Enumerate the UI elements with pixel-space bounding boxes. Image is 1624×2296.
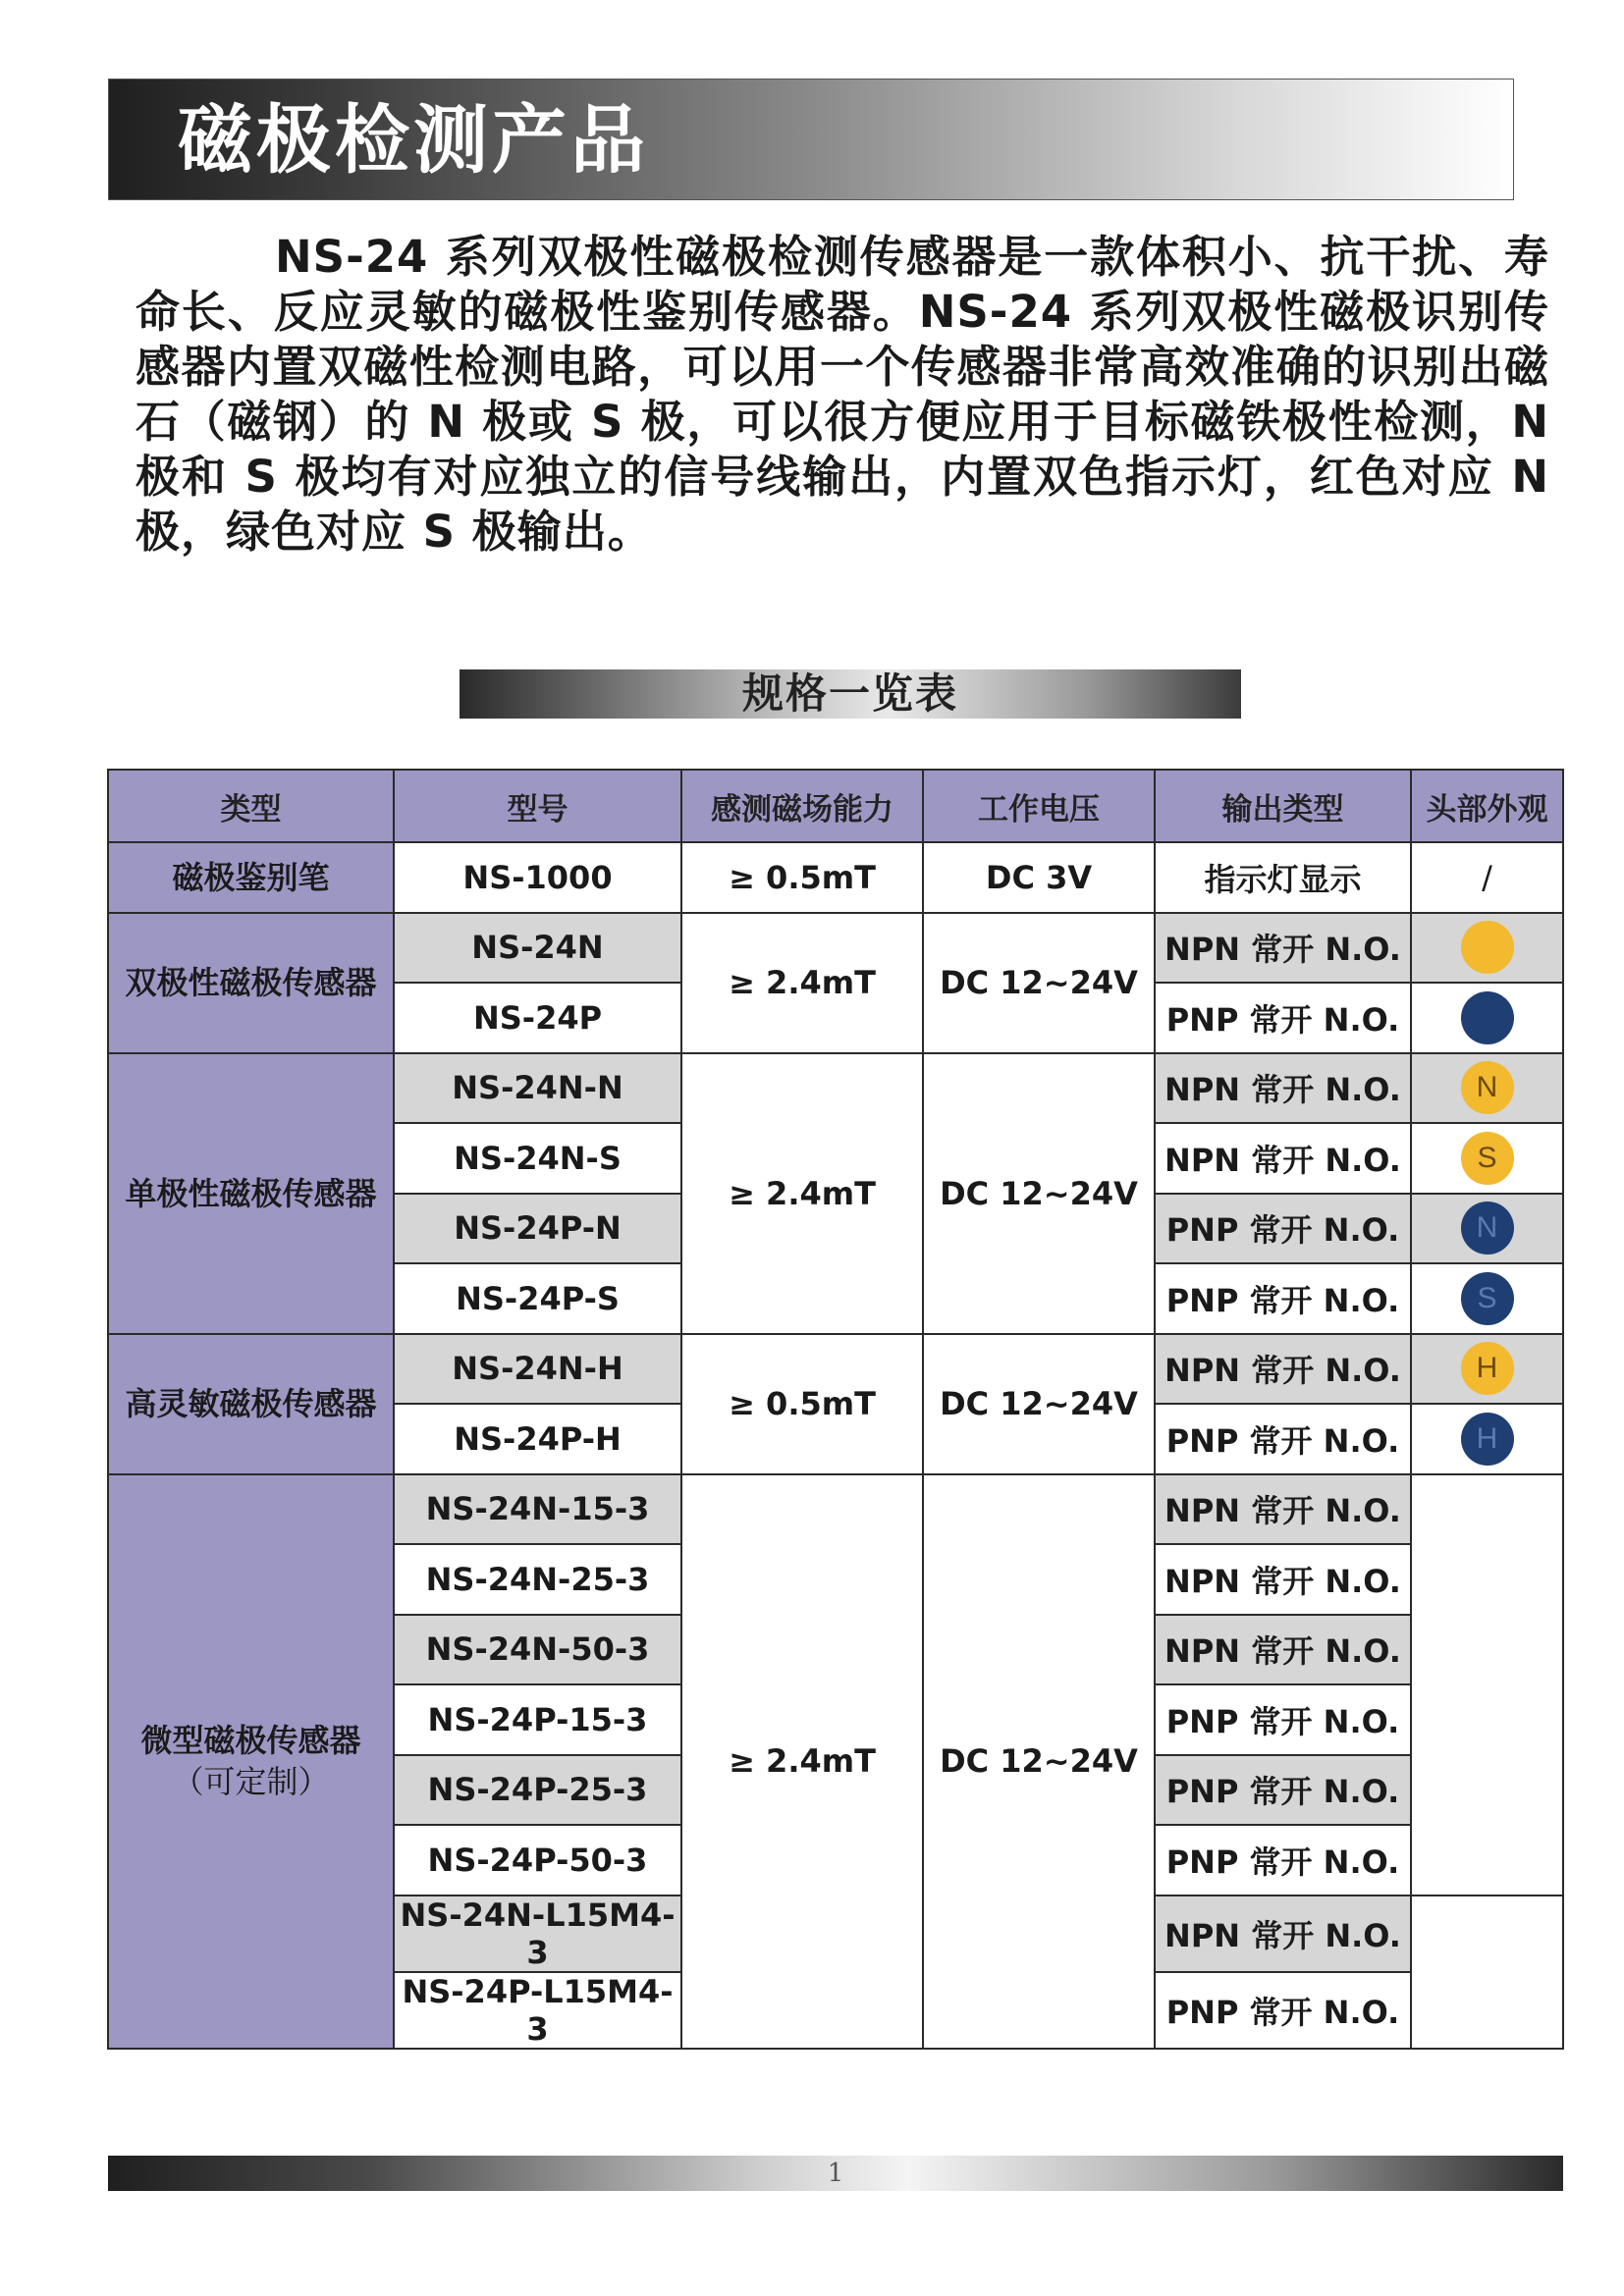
sensing-cell: ≥ 0.5mT [681,842,923,913]
sensor-head-yellow-icon [1461,921,1514,974]
model-cell: NS-1000 [394,842,681,913]
header-model: 型号 [394,770,681,842]
appearance-cell [1411,913,1563,984]
header-output: 输出类型 [1155,770,1411,842]
appearance-cell [1411,983,1563,1053]
sensor-head-s-icon: S [1461,1132,1514,1185]
voltage-cell: DC 12~24V [923,1053,1155,1334]
model-cell: NS-24N-25-3 [394,1544,681,1615]
appearance-cell [1411,1896,1563,2049]
intro-paragraph: NS-24 系列双极性磁极检测传感器是一款体积小、抗干扰、寿命长、反应灵敏的磁极性鉴别传感器。NS-24 系列双极性磁极识别传感器内置双磁性检测电路，可以用一个传感器非常高效准确的识别出磁石（磁钢）的 N 极或 S 极，可以很方便应用于目标磁铁极性检测，N 极和 S 极均有对应独立的信号线输出，内置双色指示灯，红色对应 N 极，绿色对应 S 极输出。 [135,231,1549,558]
category-note: （可定制） [172,1763,330,1800]
sensor-head-h-icon: H [1461,1342,1514,1395]
output-cell: PNP 常开 N.O. [1155,983,1411,1053]
model-cell: NS-24P-25-3 [394,1755,681,1826]
sensor-head-navy-icon [1461,991,1514,1044]
table-row [108,1474,1563,1545]
output-cell: NPN 常开 N.O. [1155,1474,1411,1545]
category-cell [108,1474,394,2049]
output-cell: PNP 常开 N.O. [1155,1263,1411,1334]
table-header-row [108,770,1563,842]
sensor-head-n-icon: N [1461,1201,1514,1255]
output-cell: NPN 常开 N.O. [1155,1053,1411,1124]
output-cell: PNP 常开 N.O. [1155,1755,1411,1826]
appearance-cell: / [1411,842,1563,913]
spec-table [107,769,1564,2050]
output-cell: PNP 常开 N.O. [1155,1684,1411,1755]
sensor-head-n-icon: N [1461,1061,1514,1114]
model-cell: NS-24P-N [394,1194,681,1264]
table-title: 规格一览表 [741,669,958,718]
header-appearance: 头部外观 [1411,770,1563,842]
category-cell: 双极性磁极传感器 [108,913,394,1053]
appearance-cell [1411,1334,1563,1405]
model-cell: NS-24N-L15M4-3 [394,1896,681,1972]
sensing-cell: ≥ 2.4mT [681,913,923,1053]
page-title: 磁极检测产品 [178,96,649,184]
output-cell: 指示灯显示 [1155,842,1411,913]
header-sensing: 感测磁场能力 [681,770,923,842]
model-cell: NS-24N-15-3 [394,1474,681,1545]
category-cell: 单极性磁极传感器 [108,1053,394,1334]
model-cell: NS-24P-50-3 [394,1825,681,1896]
header-type: 类型 [108,770,394,842]
sensing-cell: ≥ 2.4mT [681,1474,923,2049]
category-cell: 高灵敏磁极传感器 [108,1334,394,1474]
footer-bar [108,2156,1563,2191]
table-title-bar [460,669,1241,719]
model-cell: NS-24N-N [394,1053,681,1124]
page-number: 1 [827,2159,844,2188]
appearance-cell [1411,1404,1563,1474]
model-cell: NS-24N-50-3 [394,1615,681,1685]
voltage-cell: DC 3V [923,842,1155,913]
sensor-head-s-icon: S [1461,1272,1514,1325]
model-cell: NS-24N [394,913,681,984]
category-label: 微型磁极传感器 [140,1722,361,1759]
sensing-cell: ≥ 2.4mT [681,1053,923,1334]
table-row [108,913,1563,984]
output-cell: NPN 常开 N.O. [1155,1615,1411,1685]
output-cell: PNP 常开 N.O. [1155,1194,1411,1264]
appearance-cell [1411,1474,1563,1896]
sensor-head-h-icon: H [1461,1413,1514,1466]
model-cell: NS-24N-H [394,1334,681,1405]
output-cell: NPN 常开 N.O. [1155,1896,1411,1972]
voltage-cell: DC 12~24V [923,913,1155,1053]
model-cell: NS-24N-S [394,1123,681,1194]
voltage-cell: DC 12~24V [923,1334,1155,1474]
header-voltage: 工作电压 [923,770,1155,842]
table-row [108,1053,1563,1124]
output-cell: PNP 常开 N.O. [1155,1972,1411,2049]
output-cell: NPN 常开 N.O. [1155,1544,1411,1615]
appearance-cell [1411,1053,1563,1124]
output-cell: PNP 常开 N.O. [1155,1825,1411,1896]
output-cell: NPN 常开 N.O. [1155,1334,1411,1405]
output-cell: NPN 常开 N.O. [1155,913,1411,984]
model-cell: NS-24P [394,983,681,1053]
page-header-bar [108,79,1514,200]
model-cell: NS-24P-H [394,1404,681,1474]
table-row [108,842,1563,913]
output-cell: PNP 常开 N.O. [1155,1404,1411,1474]
sensing-cell: ≥ 0.5mT [681,1334,923,1474]
model-cell: NS-24P-L15M4-3 [394,1972,681,2049]
category-cell: 磁极鉴别笔 [108,842,394,913]
output-cell: NPN 常开 N.O. [1155,1123,1411,1194]
model-cell: NS-24P-S [394,1263,681,1334]
appearance-cell [1411,1194,1563,1264]
model-cell: NS-24P-15-3 [394,1684,681,1755]
table-row [108,1334,1563,1405]
voltage-cell: DC 12~24V [923,1474,1155,2049]
appearance-cell [1411,1123,1563,1194]
appearance-cell [1411,1263,1563,1334]
